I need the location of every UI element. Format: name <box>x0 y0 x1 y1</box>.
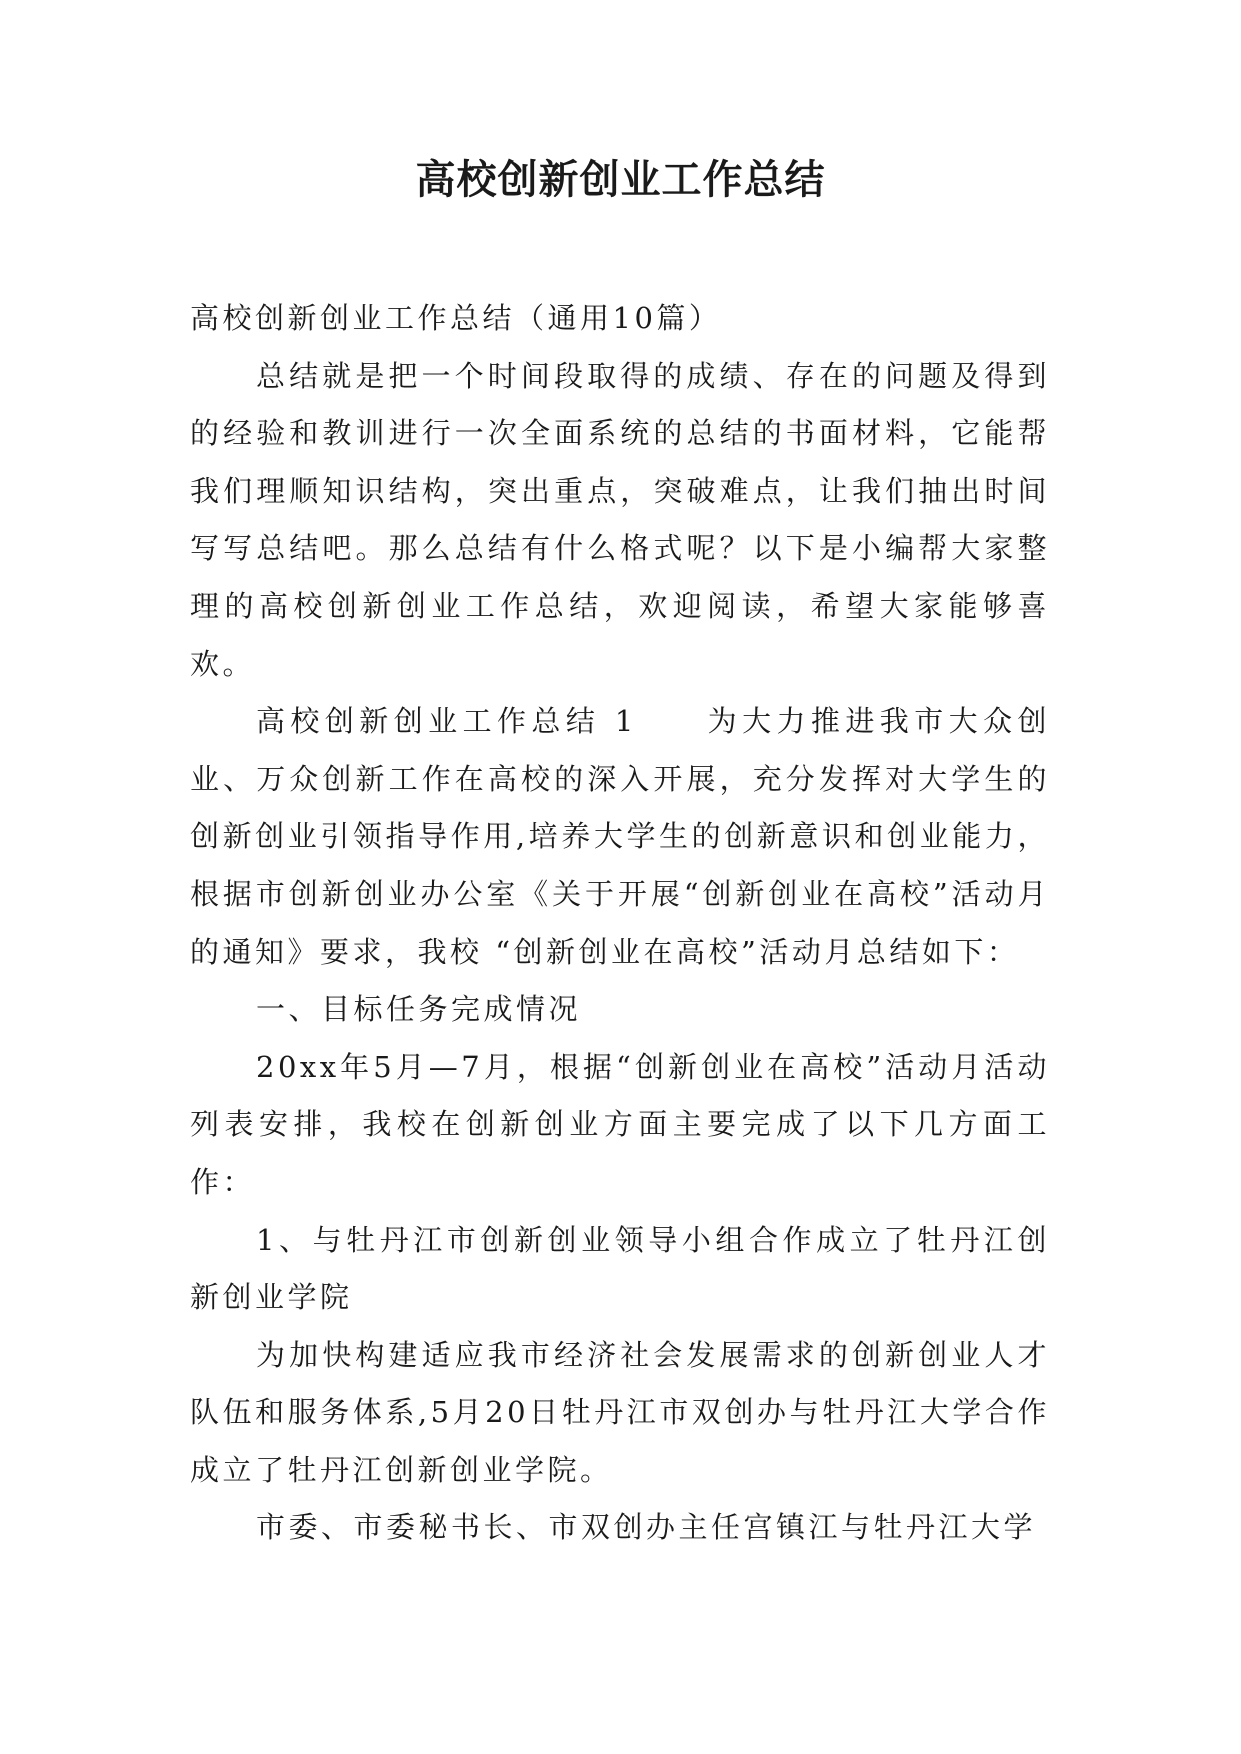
paragraph-summary-1: 高校创新创业工作总结 1 为大力推进我市大众创业、万众创新工作在高校的深入开展，充分发挥对大学生的创新创业引领指导作用,培养大学生的创新意识和创业能力，根据市创新创业办公室《关于开展“创新创业在高校”活动月的通知》要求，我校 “创新创业在高校”活动月总结如下： <box>190 704 1050 969</box>
list-item-heading: 1、与牡丹江市创新创业领导小组合作成立了牡丹江创新创业学院 <box>190 1222 1050 1315</box>
document-title: 高校创新创业工作总结 <box>415 157 826 203</box>
paragraph-officials: 市委、市委秘书长、市双创办主任宫镇江与牡丹江大学 <box>256 1510 1037 1545</box>
section-heading: 一、目标任务完成情况 <box>256 992 582 1027</box>
paragraph-intro: 总结就是把一个时间段取得的成绩、存在的问题及得到的经验和教训进行一次全面系统的总结的书面材料，它能帮我们理顺知识结构，突出重点，突破难点，让我们抽出时间写写总结吧。那么总结有什么格式呢？以下是小编帮大家整理的高校创新创业工作总结，欢迎阅读，希望大家能够喜欢。 <box>190 358 1050 681</box>
document-body <box>190 290 1050 1557</box>
paragraph-tasks: 20xx年5月—7月，根据“创新创业在高校”活动月活动列表安排，我校在创新创业方面主要完成了以下几方面工作： <box>190 1049 1050 1199</box>
paragraph-college: 为加快构建适应我市经济社会发展需求的创新创业人才队伍和服务体系,5月20日牡丹江市双创办与牡丹江大学合作成立了牡丹江创新创业学院。 <box>190 1337 1050 1487</box>
document-subtitle: 高校创新创业工作总结（通用10篇） <box>190 301 722 335</box>
